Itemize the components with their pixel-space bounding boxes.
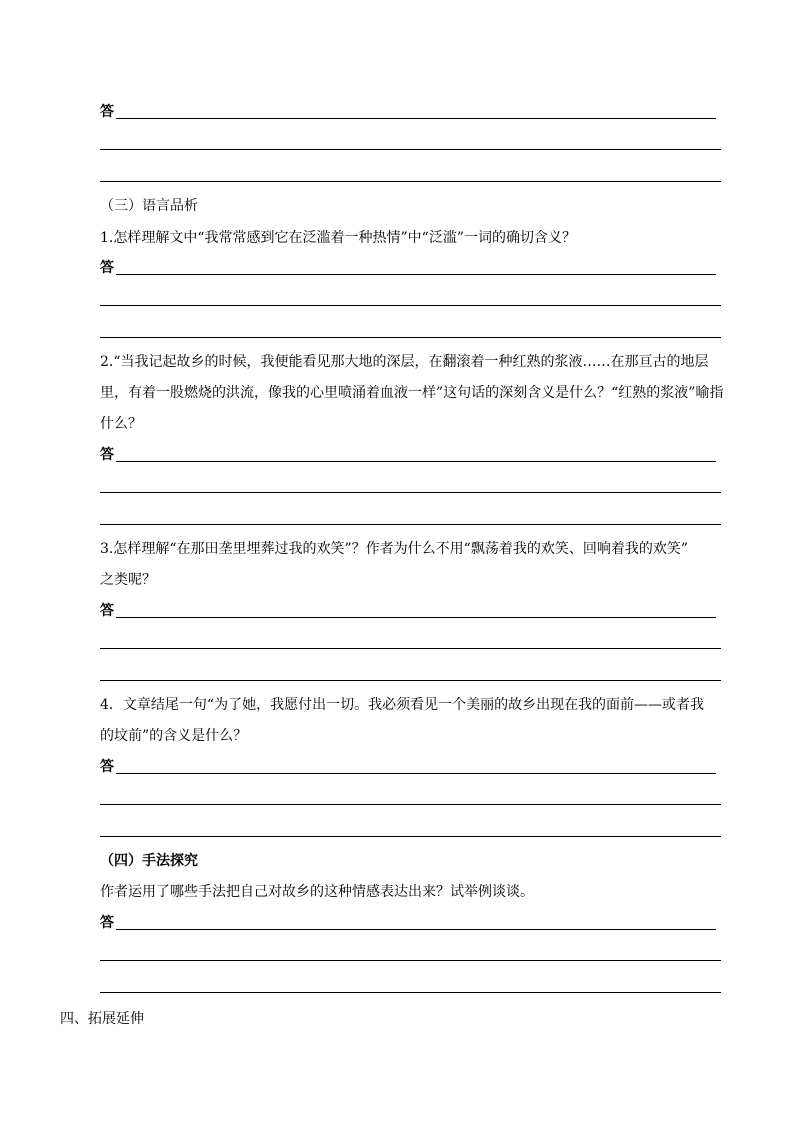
- answer-line: [116, 617, 716, 618]
- question-4-line-1: 4．文章结尾一句“为了她，我愿付出一切。我必须看见一个美丽的故乡出现在我的面前——或者我: [100, 697, 705, 713]
- answer-line: [100, 524, 721, 525]
- answer-line: [100, 804, 721, 805]
- answer-label: 答: [100, 603, 114, 619]
- answer-line: [100, 305, 721, 306]
- answer-label: 答: [100, 759, 114, 775]
- question-1: 1.怎样理解文中“我常常感到它在泛滥着一种热情”中“泛滥”一词的确切含义？: [100, 230, 576, 246]
- answer-label: 答: [100, 447, 114, 463]
- answer-line: [116, 274, 716, 275]
- answer-line: [116, 118, 716, 119]
- answer-line: [100, 337, 721, 338]
- answer-line: [116, 773, 716, 774]
- question-4-line-2: 的坟前”的含义是什么？: [100, 728, 248, 744]
- section-heading-technique: （四）手法探究: [100, 853, 198, 869]
- answer-label: 答: [100, 915, 114, 931]
- answer-label: 答: [100, 260, 114, 276]
- answer-line: [100, 149, 721, 150]
- answer-line: [116, 461, 716, 462]
- answer-line: [100, 992, 721, 993]
- question-2-line-2: 里，有着一股燃烧的洪流，像我的心里喷涌着血液一样”这句话的深刻含义是什么？“红熟的浆液”喻指: [100, 385, 724, 401]
- answer-line: [100, 836, 721, 837]
- part-heading-extension: 四、拓展延伸: [60, 1011, 144, 1027]
- question-2-line-1: 2.“当我记起故乡的时候，我便能看见那大地的深层，在翻滚着一种红熟的浆液……在那亘古的地层: [100, 354, 709, 370]
- answer-label: 答: [100, 104, 114, 120]
- answer-line: [116, 929, 716, 930]
- section-heading-language-analysis: （三）语言品析: [100, 198, 198, 214]
- answer-line: [100, 181, 721, 182]
- answer-line: [100, 648, 721, 649]
- answer-line: [100, 960, 721, 961]
- answer-line: [100, 680, 721, 681]
- question-2-line-3: 什么？: [100, 416, 142, 432]
- answer-line: [100, 492, 721, 493]
- question-3-line-2: 之类呢？: [100, 572, 156, 588]
- question-technique: 作者运用了哪些手法把自己对故乡的这种情感表达出来？试举例谈谈。: [100, 884, 534, 900]
- question-3-line-1: 3.怎样理解“在那田垄里埋葬过我的欢笑”？作者为什么不用“飘荡着我的欢笑、回响着我的欢笑”: [100, 541, 688, 557]
